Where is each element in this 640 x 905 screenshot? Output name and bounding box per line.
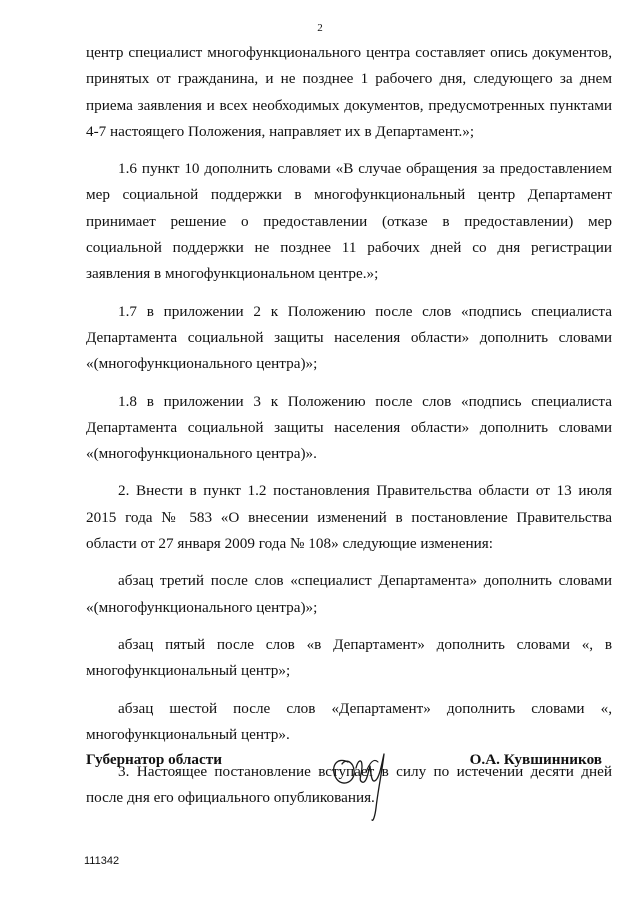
- signatory-name: О.А. Кувшинников: [469, 751, 602, 768]
- paragraph-continuation: центр специалист многофункционального центра составляет опись документов, принятых от гражданина, и не позднее 1 рабочего дня, следующего за днем приема заявления и всех необходимых документов, предусмотренных пунктами 4-7 настоящего Положения, направляет их в Департамент.»;: [86, 44, 612, 140]
- document-code: 111342: [84, 855, 120, 867]
- document-body: [86, 40, 612, 812]
- handwritten-signature-icon: [326, 732, 398, 824]
- signatory-position: Губернатор области: [86, 751, 222, 768]
- page-number: 2: [317, 22, 323, 34]
- paragraph-abzac-5: абзац пятый после слов «в Департамент» дополнить словами «, в многофункциональный центр»;: [86, 635, 612, 680]
- paragraph-item-2: 2. Внести в пункт 1.2 постановления Правительства области от 13 июля 2015 года № 583 «О внесении изменений в постановление Правительства области от 27 января 2009 года № 108» следующие изменения:: [86, 482, 612, 553]
- paragraph-abzac-6: абзац шестой после слов «Департамент» дополнить словами «, многофункциональный центр».: [86, 699, 612, 743]
- paragraph-item-3: 3. Настоящее постановление вступает в силу по истечении десяти дней после дня его официального опубликования.: [86, 763, 612, 807]
- paragraph-item-1-8: 1.8 в приложении 3 к Положению после слов «подпись специалиста Департамента социальной защиты населения области» дополнить словами «(многофункционального центра)».: [86, 392, 612, 463]
- paragraph-item-1-6: 1.6 пункт 10 дополнить словами «В случае обращения за предоставлением мер социальной поддержки в многофункциональный центр Департамент принимает решение о предоставлении (отказе в предоставлении) мер социальной поддержки не позднее 11 рабочих дней со дня регистрации заявления в многофункциональном центре.»;: [86, 160, 612, 283]
- paragraph-item-1-7: 1.7 в приложении 2 к Положению после слов «подпись специалиста Департамента социальной защиты населения области» дополнить словами «(многофункционального центра)»;: [86, 302, 612, 373]
- paragraph-abzac-3: абзац третий после слов «специалист Департамента» дополнить словами «(многофункционального центра)»;: [86, 572, 612, 616]
